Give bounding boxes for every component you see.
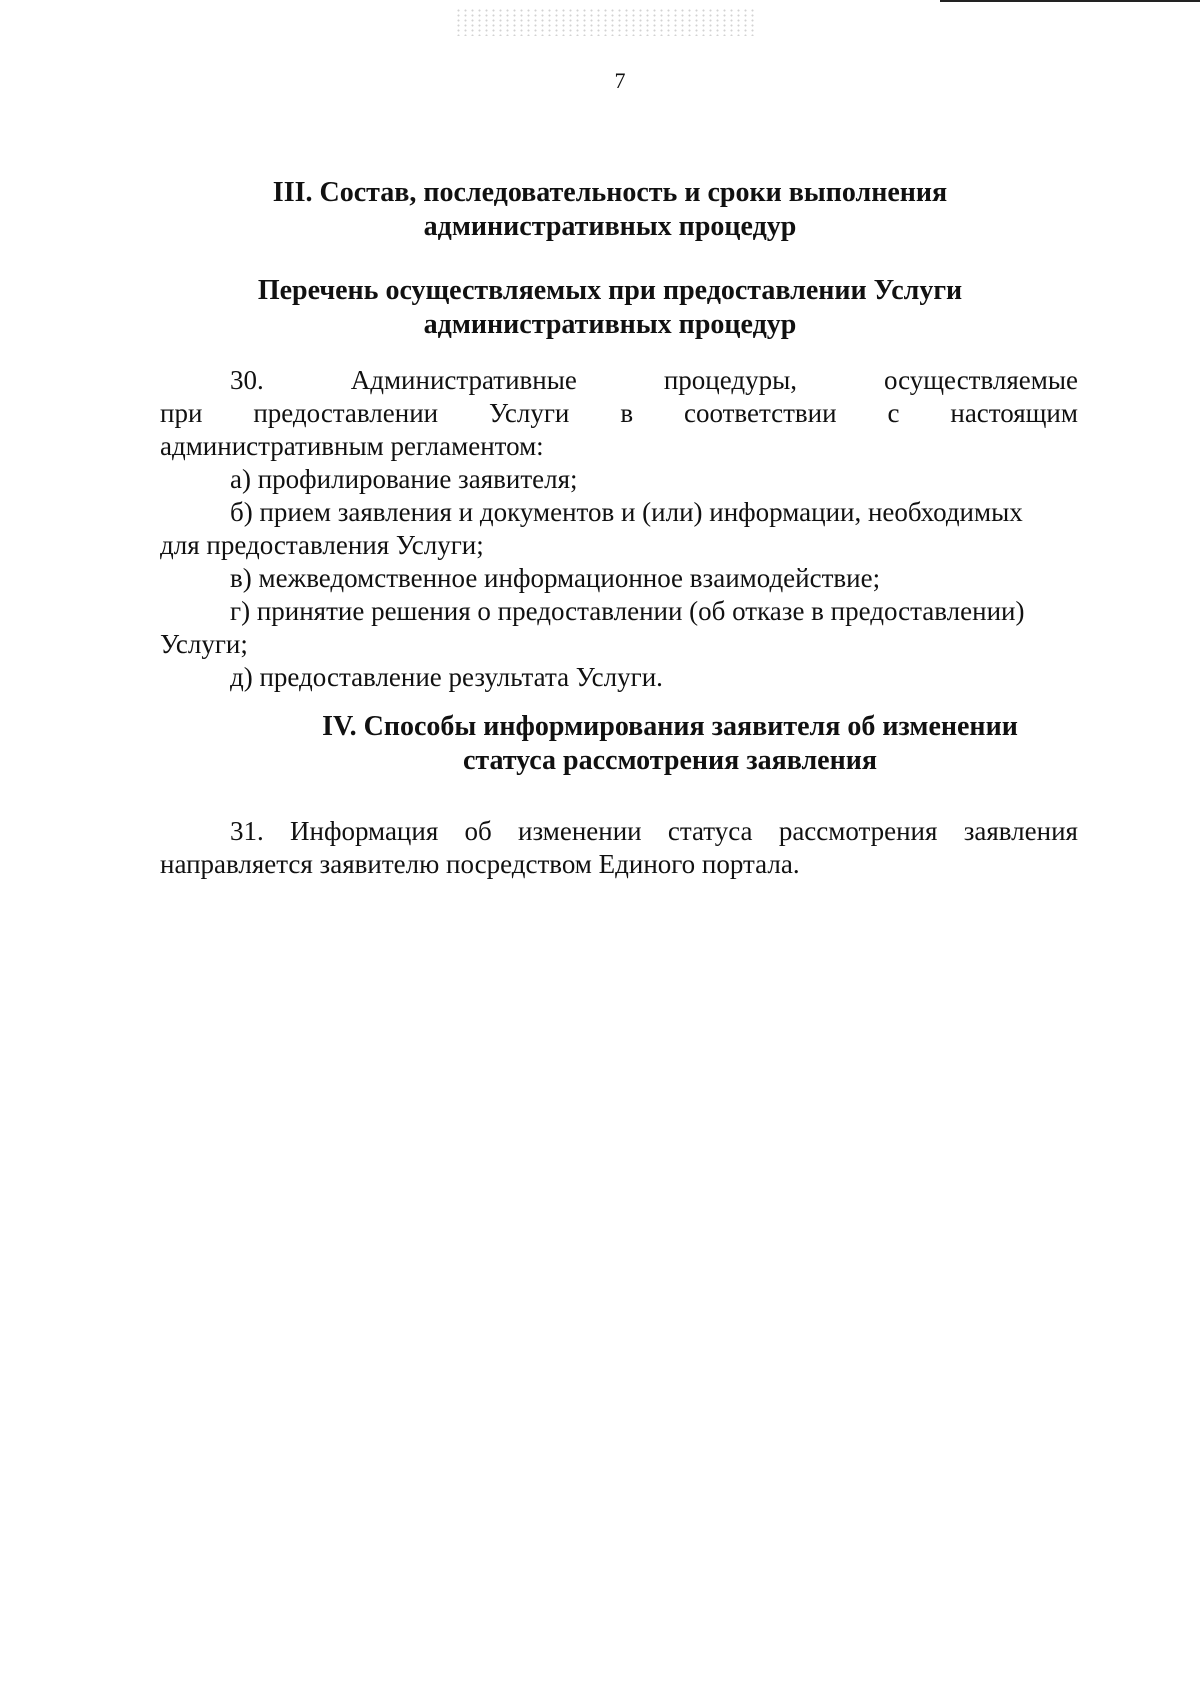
word: осуществляемые [883,365,1078,395]
word: 31. [230,816,264,846]
paragraph-31-line-1 [230,815,1078,847]
word: об [464,816,492,846]
word: Информация [290,816,439,846]
procedures-list-heading-line-2: административных процедур [423,309,797,340]
word: настоящим [950,398,1078,428]
procedures-list-heading [230,274,990,342]
paragraph-31-line-2: направляется заявителю посредством Единого портала. [160,849,800,879]
word: процедуры, [663,365,797,395]
section-4-title-line-2: статуса рассмотрения заявления [462,745,878,776]
word: в [620,398,634,428]
page-number: 7 [614,68,626,93]
word: Административные [350,365,577,395]
list-item-b-line-2: для предоставления Услуги; [160,530,484,560]
word: соответствии [683,398,837,428]
section-4-heading [300,710,1040,778]
list-item-a: а) профилирование заявителя; [230,464,578,494]
paragraph-30-line-1 [230,364,1078,396]
scan-edge-line [940,0,1200,2]
word: изменении [518,816,642,846]
word: Услуги [489,398,570,428]
word: рассмотрения [778,816,938,846]
word: предоставлении [253,398,439,428]
list-item-d: д) предоставление результата Услуги. [230,662,663,692]
word: статуса [667,816,753,846]
paragraph-30-line-3: административным регламентом: [160,431,544,461]
list-item-g-line-2: Услуги; [160,629,248,659]
list-item-g-line-1: г) принятие решения о предоставлении (об отказе в предоставлении) [230,596,1025,626]
word: заявления [963,816,1078,846]
scan-noise [455,8,755,36]
paragraph-30-line-2 [160,397,1078,429]
procedures-list-heading-line-1: Перечень осуществляемых при предоставлении Услуги [257,275,963,306]
list-item-v: в) межведомственное информационное взаимодействие; [230,563,881,593]
section-3-title-line-2: административных процедур [423,211,797,242]
word: при [160,398,203,428]
word: с [887,398,900,428]
section-3-heading [260,176,960,244]
word: 30. [230,365,264,395]
list-item-b-line-1: б) прием заявления и документов и (или) информации, необходимых [230,497,1023,527]
section-3-title-line-1: III. Состав, последовательность и сроки выполнения [272,177,948,208]
section-4-title-line-1: IV. Способы информирования заявителя об изменении [322,711,1018,742]
